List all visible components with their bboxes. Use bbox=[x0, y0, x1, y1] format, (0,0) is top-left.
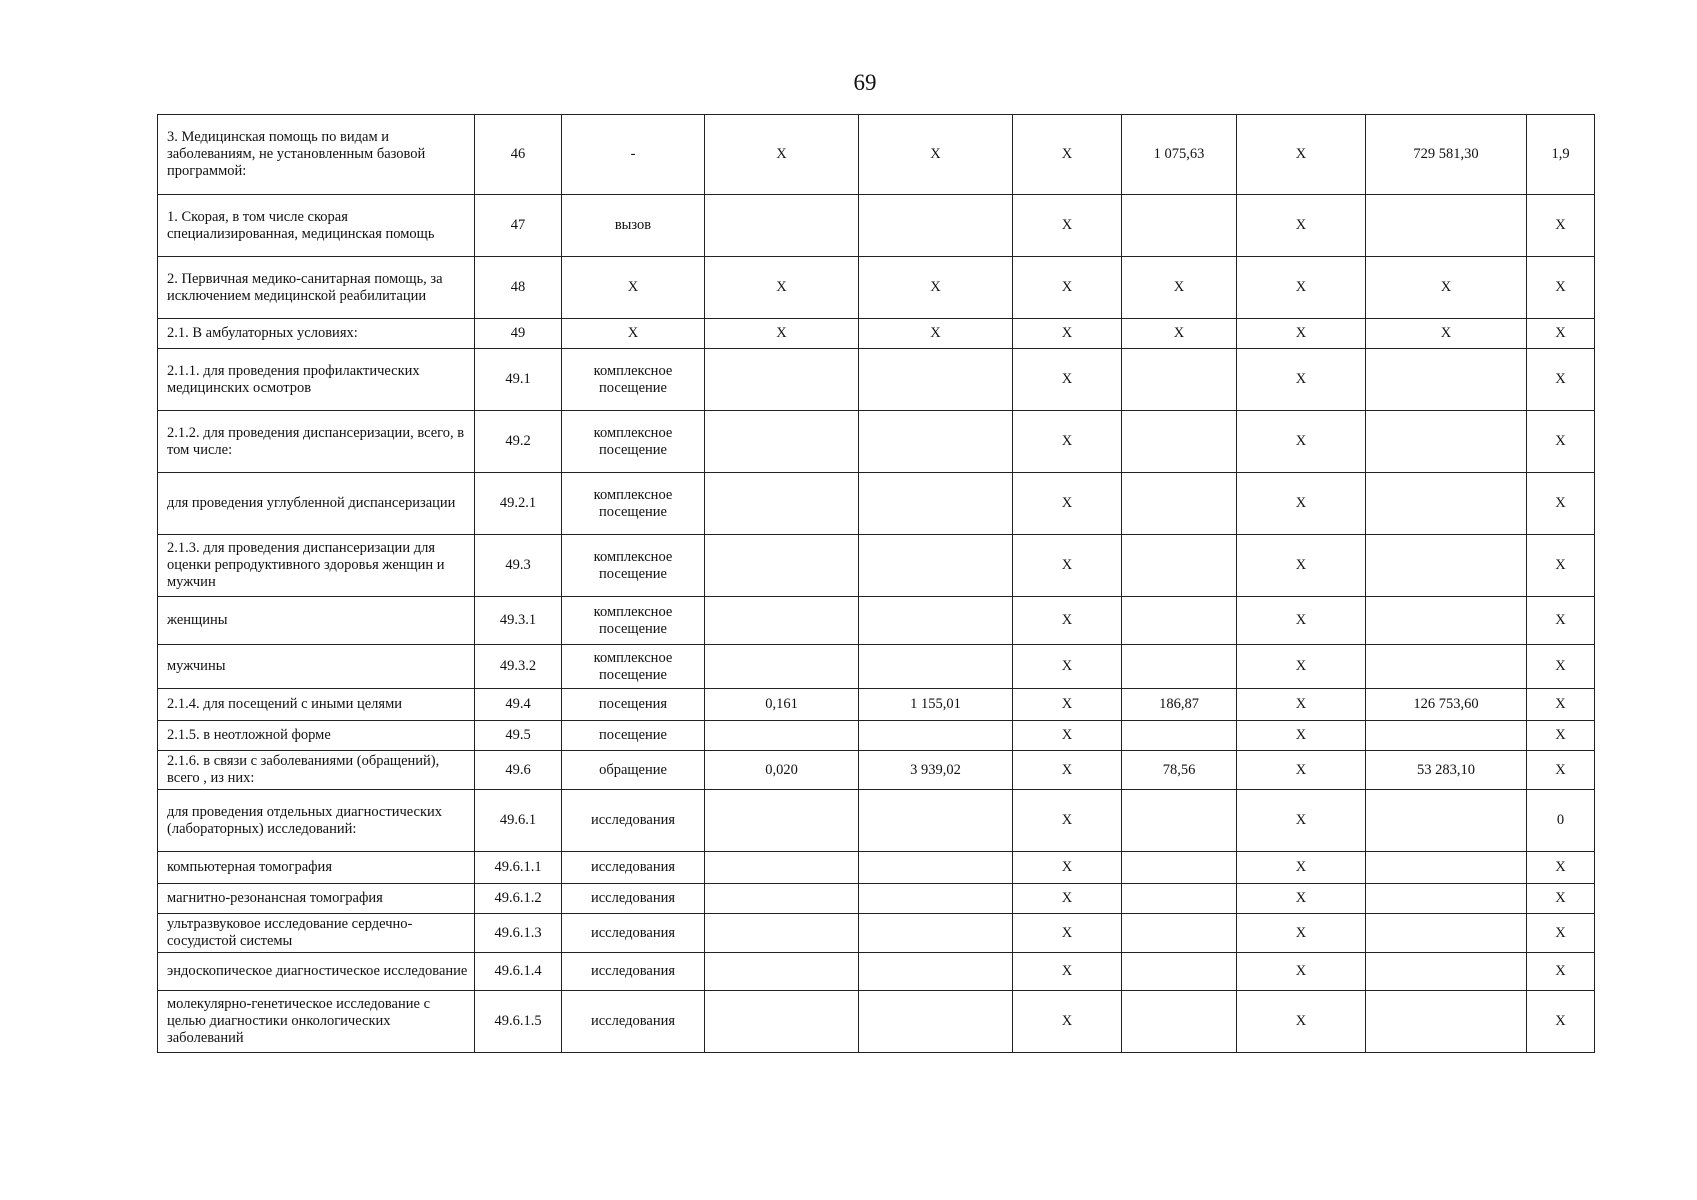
value-cell bbox=[859, 852, 1013, 884]
unit-cell: вызов bbox=[562, 195, 705, 257]
value-cell: X bbox=[1013, 953, 1122, 991]
value-cell: X bbox=[1013, 319, 1122, 349]
value-cell bbox=[1122, 790, 1237, 852]
value-cell: X bbox=[1237, 473, 1366, 535]
row-name-cell: 2.1.4. для посещений с иными целями bbox=[158, 689, 475, 721]
value-cell bbox=[705, 597, 859, 645]
row-name-cell: 2.1.1. для проведения профилактических медицинских осмотров bbox=[158, 349, 475, 411]
value-cell: X bbox=[1527, 953, 1595, 991]
value-cell bbox=[859, 721, 1013, 751]
value-cell bbox=[1122, 411, 1237, 473]
row-number-cell: 49.2 bbox=[475, 411, 562, 473]
value-cell bbox=[859, 645, 1013, 689]
value-cell: X bbox=[1122, 257, 1237, 319]
value-cell: X bbox=[1527, 597, 1595, 645]
row-name-cell: 2.1.6. в связи с заболеваниями (обращений), всего , из них: bbox=[158, 751, 475, 790]
row-number-cell: 49.6.1.4 bbox=[475, 953, 562, 991]
unit-cell: исследования bbox=[562, 953, 705, 991]
row-name-cell: мужчины bbox=[158, 645, 475, 689]
value-cell: X bbox=[1527, 319, 1595, 349]
value-cell: 0 bbox=[1527, 790, 1595, 852]
value-cell bbox=[859, 195, 1013, 257]
row-name-cell: 1. Скорая, в том числе скорая специализированная, медицинская помощь bbox=[158, 195, 475, 257]
row-name-cell: женщины bbox=[158, 597, 475, 645]
value-cell bbox=[859, 597, 1013, 645]
table-row bbox=[158, 473, 1595, 535]
value-cell: X bbox=[1237, 597, 1366, 645]
value-cell: X bbox=[1237, 790, 1366, 852]
value-cell bbox=[1122, 953, 1237, 991]
value-cell: X bbox=[1237, 689, 1366, 721]
value-cell bbox=[1366, 721, 1527, 751]
value-cell: X bbox=[705, 115, 859, 195]
value-cell: X bbox=[1013, 115, 1122, 195]
value-cell bbox=[705, 349, 859, 411]
row-number-cell: 47 bbox=[475, 195, 562, 257]
value-cell: X bbox=[1527, 349, 1595, 411]
value-cell bbox=[859, 411, 1013, 473]
value-cell: X bbox=[1237, 991, 1366, 1053]
value-cell: X bbox=[1237, 349, 1366, 411]
value-cell: X bbox=[1366, 257, 1527, 319]
value-cell bbox=[1366, 991, 1527, 1053]
row-number-cell: 49.5 bbox=[475, 721, 562, 751]
value-cell: X bbox=[1237, 953, 1366, 991]
value-cell: X bbox=[1013, 852, 1122, 884]
value-cell bbox=[705, 914, 859, 953]
row-name-cell: эндоскопическое диагностическое исследование bbox=[158, 953, 475, 991]
value-cell: 1 075,63 bbox=[1122, 115, 1237, 195]
value-cell bbox=[1366, 953, 1527, 991]
value-cell bbox=[1122, 852, 1237, 884]
unit-cell: обращение bbox=[562, 751, 705, 790]
value-cell bbox=[1366, 852, 1527, 884]
value-cell: X bbox=[859, 257, 1013, 319]
value-cell: 126 753,60 bbox=[1366, 689, 1527, 721]
data-table bbox=[157, 114, 1595, 1053]
value-cell: X bbox=[1013, 411, 1122, 473]
value-cell bbox=[1366, 473, 1527, 535]
value-cell bbox=[1122, 535, 1237, 597]
value-cell bbox=[859, 953, 1013, 991]
table-row bbox=[158, 914, 1595, 953]
unit-cell: комплексное посещение bbox=[562, 535, 705, 597]
value-cell: X bbox=[1527, 257, 1595, 319]
value-cell: X bbox=[1237, 115, 1366, 195]
value-cell bbox=[859, 349, 1013, 411]
value-cell bbox=[1366, 790, 1527, 852]
value-cell: X bbox=[1527, 473, 1595, 535]
value-cell: X bbox=[1013, 473, 1122, 535]
table-row bbox=[158, 790, 1595, 852]
value-cell: 0,161 bbox=[705, 689, 859, 721]
row-name-cell: 2.1. В амбулаторных условиях: bbox=[158, 319, 475, 349]
row-name-cell: 2.1.5. в неотложной форме bbox=[158, 721, 475, 751]
value-cell: X bbox=[1527, 721, 1595, 751]
row-number-cell: 49.6 bbox=[475, 751, 562, 790]
value-cell bbox=[705, 991, 859, 1053]
row-number-cell: 49.6.1 bbox=[475, 790, 562, 852]
value-cell: X bbox=[1527, 884, 1595, 914]
unit-cell: исследования bbox=[562, 790, 705, 852]
row-number-cell: 49.3 bbox=[475, 535, 562, 597]
unit-cell: X bbox=[562, 257, 705, 319]
value-cell: X bbox=[1527, 852, 1595, 884]
value-cell bbox=[1366, 195, 1527, 257]
table-row bbox=[158, 852, 1595, 884]
value-cell: X bbox=[1527, 914, 1595, 953]
value-cell: X bbox=[1527, 195, 1595, 257]
value-cell bbox=[1122, 645, 1237, 689]
value-cell: X bbox=[1237, 721, 1366, 751]
value-cell bbox=[1366, 349, 1527, 411]
table-body bbox=[158, 115, 1595, 1053]
value-cell: X bbox=[1237, 914, 1366, 953]
row-name-cell: магнитно-резонансная томография bbox=[158, 884, 475, 914]
table-row bbox=[158, 751, 1595, 790]
value-cell bbox=[1366, 597, 1527, 645]
value-cell bbox=[859, 914, 1013, 953]
value-cell: X bbox=[1237, 257, 1366, 319]
table-row bbox=[158, 689, 1595, 721]
value-cell: X bbox=[1013, 195, 1122, 257]
table-row bbox=[158, 597, 1595, 645]
value-cell: 729 581,30 bbox=[1366, 115, 1527, 195]
value-cell: X bbox=[705, 319, 859, 349]
table-row bbox=[158, 535, 1595, 597]
value-cell: 1 155,01 bbox=[859, 689, 1013, 721]
unit-cell: исследования bbox=[562, 991, 705, 1053]
value-cell: X bbox=[1013, 689, 1122, 721]
value-cell bbox=[705, 852, 859, 884]
value-cell: X bbox=[1013, 597, 1122, 645]
value-cell: X bbox=[1013, 991, 1122, 1053]
value-cell bbox=[1366, 914, 1527, 953]
table-row bbox=[158, 349, 1595, 411]
unit-cell: исследования bbox=[562, 914, 705, 953]
value-cell: X bbox=[1527, 689, 1595, 721]
value-cell bbox=[1366, 535, 1527, 597]
value-cell bbox=[1366, 411, 1527, 473]
value-cell: X bbox=[1527, 645, 1595, 689]
row-number-cell: 49.6.1.5 bbox=[475, 991, 562, 1053]
value-cell bbox=[1122, 597, 1237, 645]
value-cell bbox=[705, 473, 859, 535]
value-cell: X bbox=[1527, 751, 1595, 790]
value-cell bbox=[1122, 884, 1237, 914]
value-cell: 3 939,02 bbox=[859, 751, 1013, 790]
value-cell bbox=[705, 645, 859, 689]
value-cell bbox=[1122, 349, 1237, 411]
unit-cell: исследования bbox=[562, 884, 705, 914]
value-cell: X bbox=[1237, 535, 1366, 597]
unit-cell: исследования bbox=[562, 852, 705, 884]
value-cell bbox=[1122, 991, 1237, 1053]
row-number-cell: 49.4 bbox=[475, 689, 562, 721]
row-number-cell: 49.6.1.3 bbox=[475, 914, 562, 953]
value-cell bbox=[859, 535, 1013, 597]
value-cell bbox=[705, 721, 859, 751]
table-row bbox=[158, 195, 1595, 257]
value-cell bbox=[859, 790, 1013, 852]
row-name-cell: ультразвуковое исследование сердечно-сосудистой системы bbox=[158, 914, 475, 953]
row-number-cell: 49.6.1.1 bbox=[475, 852, 562, 884]
table-row bbox=[158, 884, 1595, 914]
unit-cell: посещения bbox=[562, 689, 705, 721]
value-cell: X bbox=[1013, 257, 1122, 319]
value-cell: X bbox=[1237, 645, 1366, 689]
value-cell: X bbox=[1366, 319, 1527, 349]
value-cell: X bbox=[1527, 411, 1595, 473]
row-number-cell: 49.6.1.2 bbox=[475, 884, 562, 914]
row-number-cell: 48 bbox=[475, 257, 562, 319]
unit-cell: комплексное посещение bbox=[562, 645, 705, 689]
unit-cell: комплексное посещение bbox=[562, 349, 705, 411]
row-name-cell: 2.1.3. для проведения диспансеризации для оценки репродуктивного здоровья женщин и мужчин bbox=[158, 535, 475, 597]
row-name-cell: молекулярно-генетическое исследование с целью диагностики онкологических заболеваний bbox=[158, 991, 475, 1053]
table-row bbox=[158, 115, 1595, 195]
value-cell bbox=[1122, 721, 1237, 751]
unit-cell: комплексное посещение bbox=[562, 411, 705, 473]
value-cell: X bbox=[1527, 535, 1595, 597]
value-cell bbox=[859, 473, 1013, 535]
row-name-cell: 2. Первичная медико-санитарная помощь, за исключением медицинской реабилитации bbox=[158, 257, 475, 319]
value-cell: X bbox=[1122, 319, 1237, 349]
table-row bbox=[158, 319, 1595, 349]
value-cell: X bbox=[1013, 884, 1122, 914]
value-cell: X bbox=[1527, 991, 1595, 1053]
row-name-cell: для проведения отдельных диагностических (лабораторных) исследований: bbox=[158, 790, 475, 852]
table-row bbox=[158, 411, 1595, 473]
table-row bbox=[158, 953, 1595, 991]
value-cell bbox=[1122, 195, 1237, 257]
row-name-cell: компьютерная томография bbox=[158, 852, 475, 884]
value-cell bbox=[705, 953, 859, 991]
value-cell: X bbox=[1013, 535, 1122, 597]
value-cell: X bbox=[1237, 319, 1366, 349]
value-cell: X bbox=[1013, 751, 1122, 790]
value-cell: X bbox=[859, 319, 1013, 349]
row-name-cell: 2.1.2. для проведения диспансеризации, всего, в том числе: bbox=[158, 411, 475, 473]
value-cell bbox=[859, 991, 1013, 1053]
row-number-cell: 49.3.1 bbox=[475, 597, 562, 645]
row-name-cell: 3. Медицинская помощь по видам и заболеваниям, не установленным базовой программой: bbox=[158, 115, 475, 195]
unit-cell: посещение bbox=[562, 721, 705, 751]
value-cell bbox=[705, 535, 859, 597]
value-cell: X bbox=[1237, 751, 1366, 790]
table-row bbox=[158, 645, 1595, 689]
value-cell: X bbox=[1013, 721, 1122, 751]
value-cell: X bbox=[1013, 645, 1122, 689]
unit-cell: комплексное посещение bbox=[562, 473, 705, 535]
value-cell: 1,9 bbox=[1527, 115, 1595, 195]
table-row bbox=[158, 991, 1595, 1053]
value-cell: X bbox=[1237, 195, 1366, 257]
value-cell: X bbox=[1237, 411, 1366, 473]
value-cell bbox=[1366, 645, 1527, 689]
value-cell: 78,56 bbox=[1122, 751, 1237, 790]
value-cell: X bbox=[1013, 349, 1122, 411]
value-cell: 53 283,10 bbox=[1366, 751, 1527, 790]
row-number-cell: 49.3.2 bbox=[475, 645, 562, 689]
value-cell: X bbox=[1013, 790, 1122, 852]
value-cell bbox=[705, 411, 859, 473]
unit-cell: X bbox=[562, 319, 705, 349]
value-cell: X bbox=[1237, 852, 1366, 884]
table-row bbox=[158, 257, 1595, 319]
row-name-cell: для проведения углубленной диспансеризации bbox=[158, 473, 475, 535]
value-cell: X bbox=[705, 257, 859, 319]
unit-cell: комплексное посещение bbox=[562, 597, 705, 645]
value-cell: 186,87 bbox=[1122, 689, 1237, 721]
value-cell bbox=[705, 195, 859, 257]
row-number-cell: 49 bbox=[475, 319, 562, 349]
unit-cell: - bbox=[562, 115, 705, 195]
value-cell: X bbox=[1013, 914, 1122, 953]
row-number-cell: 46 bbox=[475, 115, 562, 195]
page-number: 69 bbox=[853, 70, 877, 95]
value-cell bbox=[705, 790, 859, 852]
row-number-cell: 49.2.1 bbox=[475, 473, 562, 535]
value-cell bbox=[1366, 884, 1527, 914]
value-cell bbox=[705, 884, 859, 914]
value-cell bbox=[1122, 473, 1237, 535]
value-cell: 0,020 bbox=[705, 751, 859, 790]
row-number-cell: 49.1 bbox=[475, 349, 562, 411]
value-cell bbox=[859, 884, 1013, 914]
table-row bbox=[158, 721, 1595, 751]
value-cell bbox=[1122, 914, 1237, 953]
value-cell: X bbox=[859, 115, 1013, 195]
value-cell: X bbox=[1237, 884, 1366, 914]
